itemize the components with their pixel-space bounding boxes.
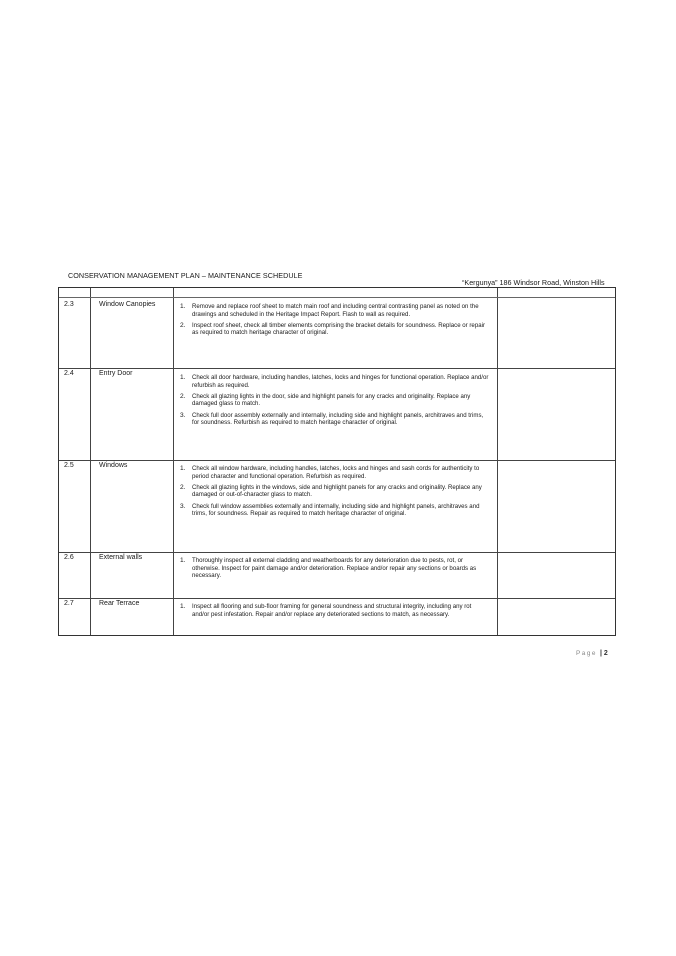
column-divider	[497, 288, 498, 635]
row-divider	[59, 368, 615, 369]
row-number: 2.6	[64, 554, 74, 561]
task-item	[177, 465, 489, 480]
task-text: Inspect all flooring and sub-floor framing for general soundness and structural integrity, including any rot and/or pest infestation. Repair and/or replace any deteriorated sections to match, as necessary.	[192, 603, 472, 618]
task-text: Check all window hardware, including handles, latches, locks and hinges and sash cords for authenticity to period character and functional operation. Refurbish as required.	[192, 465, 480, 480]
page-separator: |	[599, 650, 602, 657]
row-divider	[59, 460, 615, 461]
task-text: Thoroughly inspect all external cladding and weatherboards for any deterioration due to pests, rot, or otherwise. Inspect for paint damage and/or deterioration. Replace and/or repair any sections or boards as necessary.	[192, 557, 477, 580]
task-item	[177, 484, 489, 499]
task-item	[177, 374, 489, 389]
row-element: Rear Terrace	[99, 600, 140, 607]
task-item	[177, 322, 489, 337]
page-number: 2	[603, 650, 608, 657]
column-divider	[173, 288, 174, 635]
page-label: Page	[576, 650, 597, 657]
task-number: 1.	[180, 303, 186, 310]
document-header-title: CONSERVATION MANAGEMENT PLAN – MAINTENANCE SCHEDULE	[68, 271, 303, 280]
task-number: 3.	[180, 411, 186, 419]
row-element: External walls	[99, 554, 143, 561]
task-list	[177, 557, 489, 583]
task-number: 1.	[180, 465, 186, 472]
row-number: 2.7	[64, 600, 74, 607]
row-number: 2.4	[64, 370, 74, 377]
task-list	[177, 303, 489, 341]
task-text: Remove and replace roof sheet to match main roof and including central contrasting panel as noted on the drawings and scheduled in the Heritage Impact Report. Flash to wall as required.	[192, 303, 479, 318]
row-number: 2.3	[64, 301, 74, 308]
column-divider	[90, 288, 91, 635]
row-element: Window Canopies	[99, 301, 156, 308]
task-text: Check all door hardware, including handles, latches, locks and hinges for functional operation. Replace and/or refurbish as required.	[192, 374, 489, 389]
task-number: 2.	[180, 321, 186, 329]
row-element: Windows	[99, 462, 128, 469]
task-text: Check all glazing lights in the door, side and highlight panels for any cracks and originality. Replace any damaged glass to match.	[192, 392, 471, 408]
task-text: Check all glazing lights in the windows, side and highlight panels for any cracks and originality. Replace any damaged or out-of-character glass to match.	[192, 483, 482, 499]
document-header-address: “Kergunya” 186 Windsor Road, Winston Hills	[462, 278, 605, 287]
task-item	[177, 557, 489, 580]
row-number: 2.5	[64, 462, 74, 469]
task-number: 2.	[180, 483, 186, 491]
task-list	[177, 465, 489, 521]
task-item	[177, 412, 489, 427]
task-number: 1.	[180, 374, 186, 381]
task-text: Inspect roof sheet, check all timber elements comprising the bracket details for soundness. Replace or repair as required to match heritage character of original.	[192, 321, 485, 337]
task-text: Check full window assemblies externally and internally, including side and highlight panels, architraves and trims, for soundness. Repair as required to match heritage character of original.	[192, 502, 480, 518]
page-footer	[576, 650, 608, 657]
row-divider	[59, 552, 615, 553]
header-row-divider	[59, 297, 615, 298]
row-divider	[59, 598, 615, 599]
task-item	[177, 393, 489, 408]
task-text: Check full door assembly externally and internally, including side and highlight panels, architraves and trims, for soundness. Refurbish as required to match heritage character of original.	[192, 411, 484, 427]
task-number: 3.	[180, 502, 186, 510]
task-list	[177, 374, 489, 430]
task-item	[177, 603, 489, 618]
row-element: Entry Door	[99, 370, 133, 377]
maintenance-schedule-table	[58, 287, 616, 636]
task-number: 1.	[180, 603, 186, 610]
task-item	[177, 303, 489, 318]
task-item	[177, 503, 489, 518]
task-number: 1.	[180, 557, 186, 564]
task-list	[177, 603, 489, 622]
task-number: 2.	[180, 392, 186, 400]
